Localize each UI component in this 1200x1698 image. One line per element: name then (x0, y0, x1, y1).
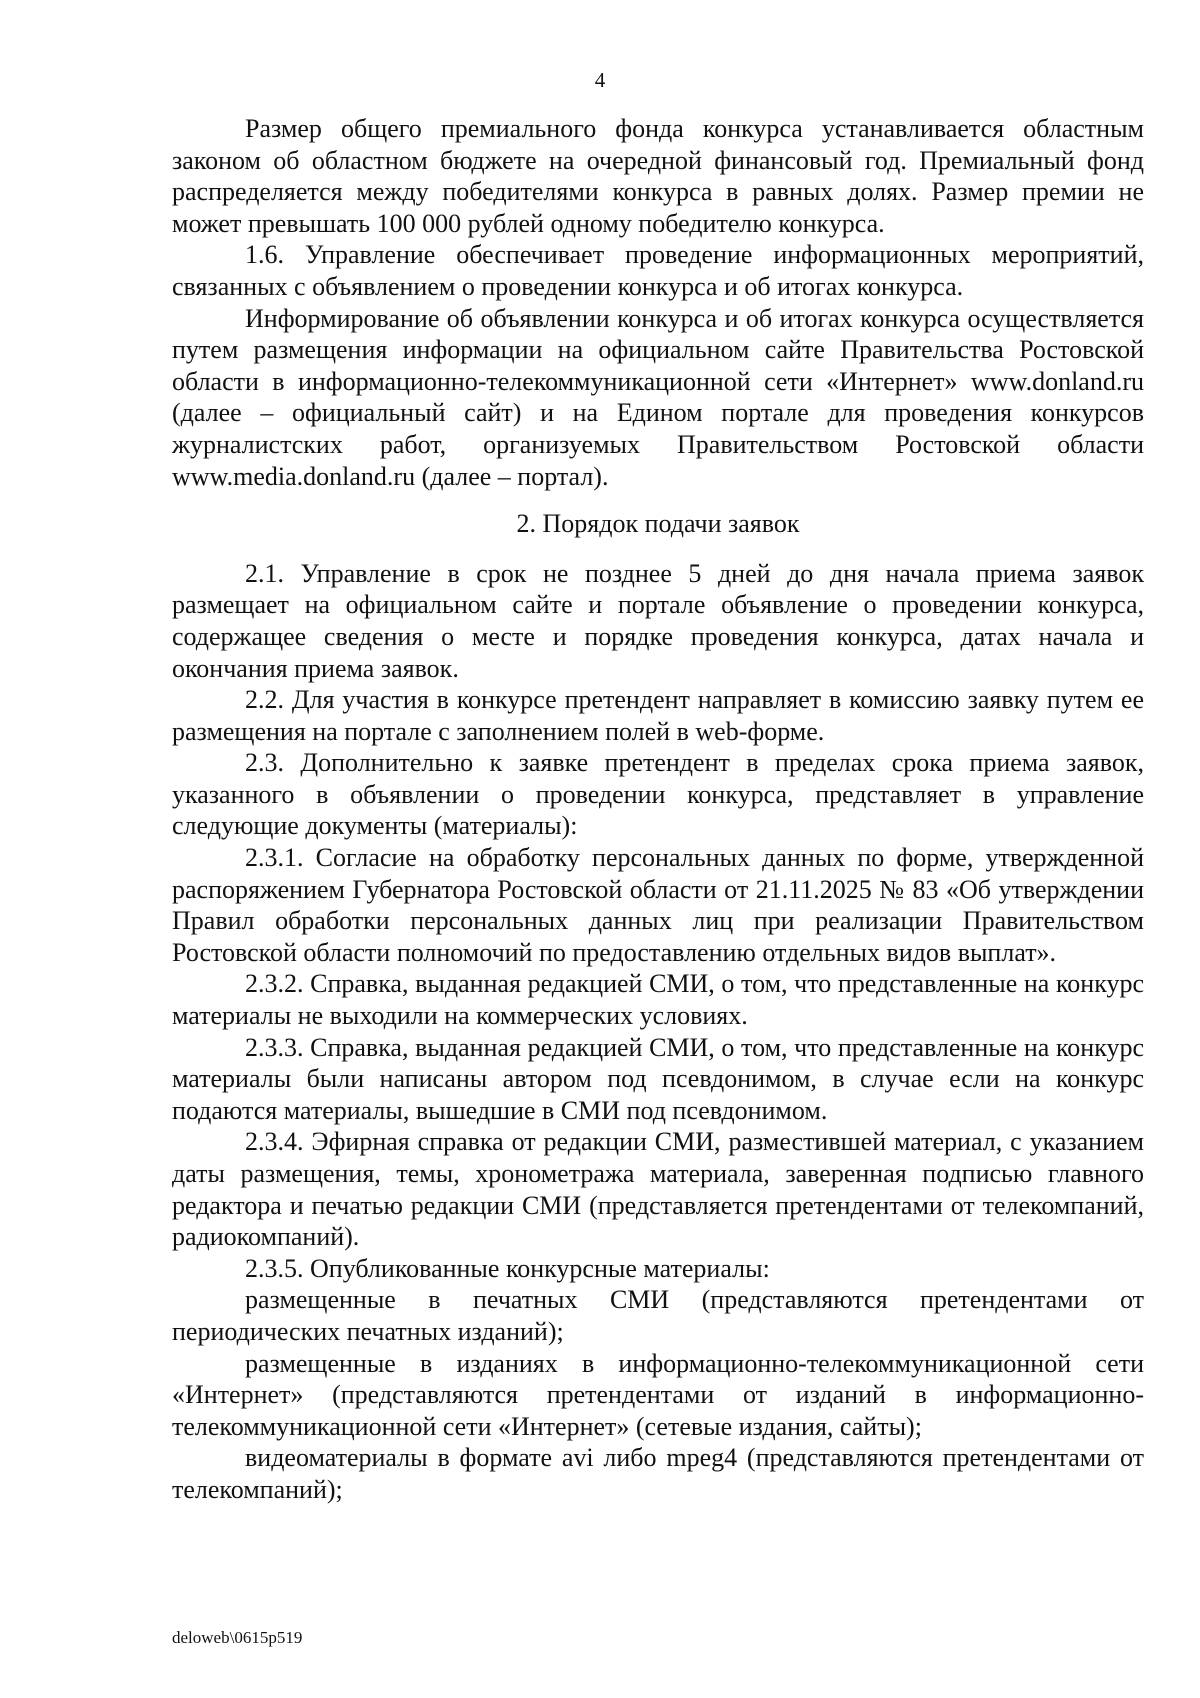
paragraph-2-3: 2.3. Дополнительно к заявке претендент в пределах срока приема заявок, указанного в объявлении о проведении конкурса, представляет в управление следующие документы (материалы): (172, 748, 1144, 841)
page-number: 4 (594, 68, 606, 92)
paragraph-video-materials: видеоматериалы в формате avi либо mpeg4 (представляются претендентами от телекомпаний); (172, 1443, 1144, 1504)
paragraph-2-3-5: 2.3.5. Опубликованные конкурсные материалы: (245, 1253, 770, 1283)
paragraph-internet-media: размещенные в изданиях в информационно-телекоммуникационной сети «Интернет» (представляются претендентами от изданий в информационно-телекоммуникационной сети «Интернет» (сетевые издания, сайты); (172, 1348, 1144, 1441)
section-heading: 2. Порядок подачи заявок (516, 509, 800, 539)
paragraph-2-2: 2.2. Для участия в конкурсе претендент направляет в комиссию заявку путем ее размещения на портале с заполнением полей в web-форме. (172, 685, 1144, 746)
document-reference: deloweb\0615p519 (172, 1628, 303, 1647)
paragraph-print-media: размещенные в печатных СМИ (представляются претендентами от периодических печатных изданий); (172, 1285, 1144, 1346)
document-body (172, 113, 1144, 1506)
paragraph-informing: Информирование об объявлении конкурса и об итогах конкурса осуществляется путем размещения информации на официальном сайте Правительства Ростовской области в информационно-телекоммуникационной сети «Интернет» www.donland.ru (далее – официальный сайт) и на Едином портале для проведения конкурсов журналистских работ, организуемых Правительством Ростовской области www.media.donland.ru (далее – портал). (172, 303, 1144, 491)
paragraph-2-3-4: 2.3.4. Эфирная справка от редакции СМИ, разместившей материал, с указанием даты размещения, темы, хронометража материала, заверенная подписью главного редактора и печатью редакции СМИ (представляется претендентами от телекомпаний, радиокомпаний). (172, 1127, 1144, 1252)
paragraph-2-3-1: 2.3.1. Согласие на обработку персональных данных по форме, утвержденной распоряжением Губернатора Ростовской области от 21.11.2025 № 83 «Об утверждении Правил обработки персональных данных лиц при реализации Правительством Ростовской области полномочий по предоставлению отдельных видов выплат». (172, 843, 1144, 967)
paragraph-2-3-3: 2.3.3. Справка, выданная редакцией СМИ, о том, что представленные на конкурс материалы были написаны автором под псевдонимом, в случае если на конкурс подаются материалы, вышедшие в СМИ под псевдонимом. (172, 1032, 1144, 1125)
paragraph-1-6: 1.6. Управление обеспечивает проведение информационных мероприятий, связанных с объявлением о проведении конкурса и об итогах конкурса. (172, 240, 1144, 301)
paragraph-2-1: 2.1. Управление в срок не позднее 5 дней до дня начала приема заявок размещает на официальном сайте и портале объявление о проведении конкурса, содержащее сведения о месте и порядке проведения конкурса, датах начала и окончания приема заявок. (172, 558, 1144, 683)
paragraph-prize-fund: Размер общего премиального фонда конкурса устанавливается областным законом об областном бюджете на очередной финансовый год. Премиальный фонд распределяется между победителями конкурса в равных долях. Размер премии не может превышать 100 000 рублей одному победителю конкурса. (172, 114, 1144, 238)
paragraph-2-3-2: 2.3.2. Справка, выданная редакцией СМИ, о том, что представленные на конкурс материалы не выходили на коммерческих условиях. (172, 969, 1144, 1031)
